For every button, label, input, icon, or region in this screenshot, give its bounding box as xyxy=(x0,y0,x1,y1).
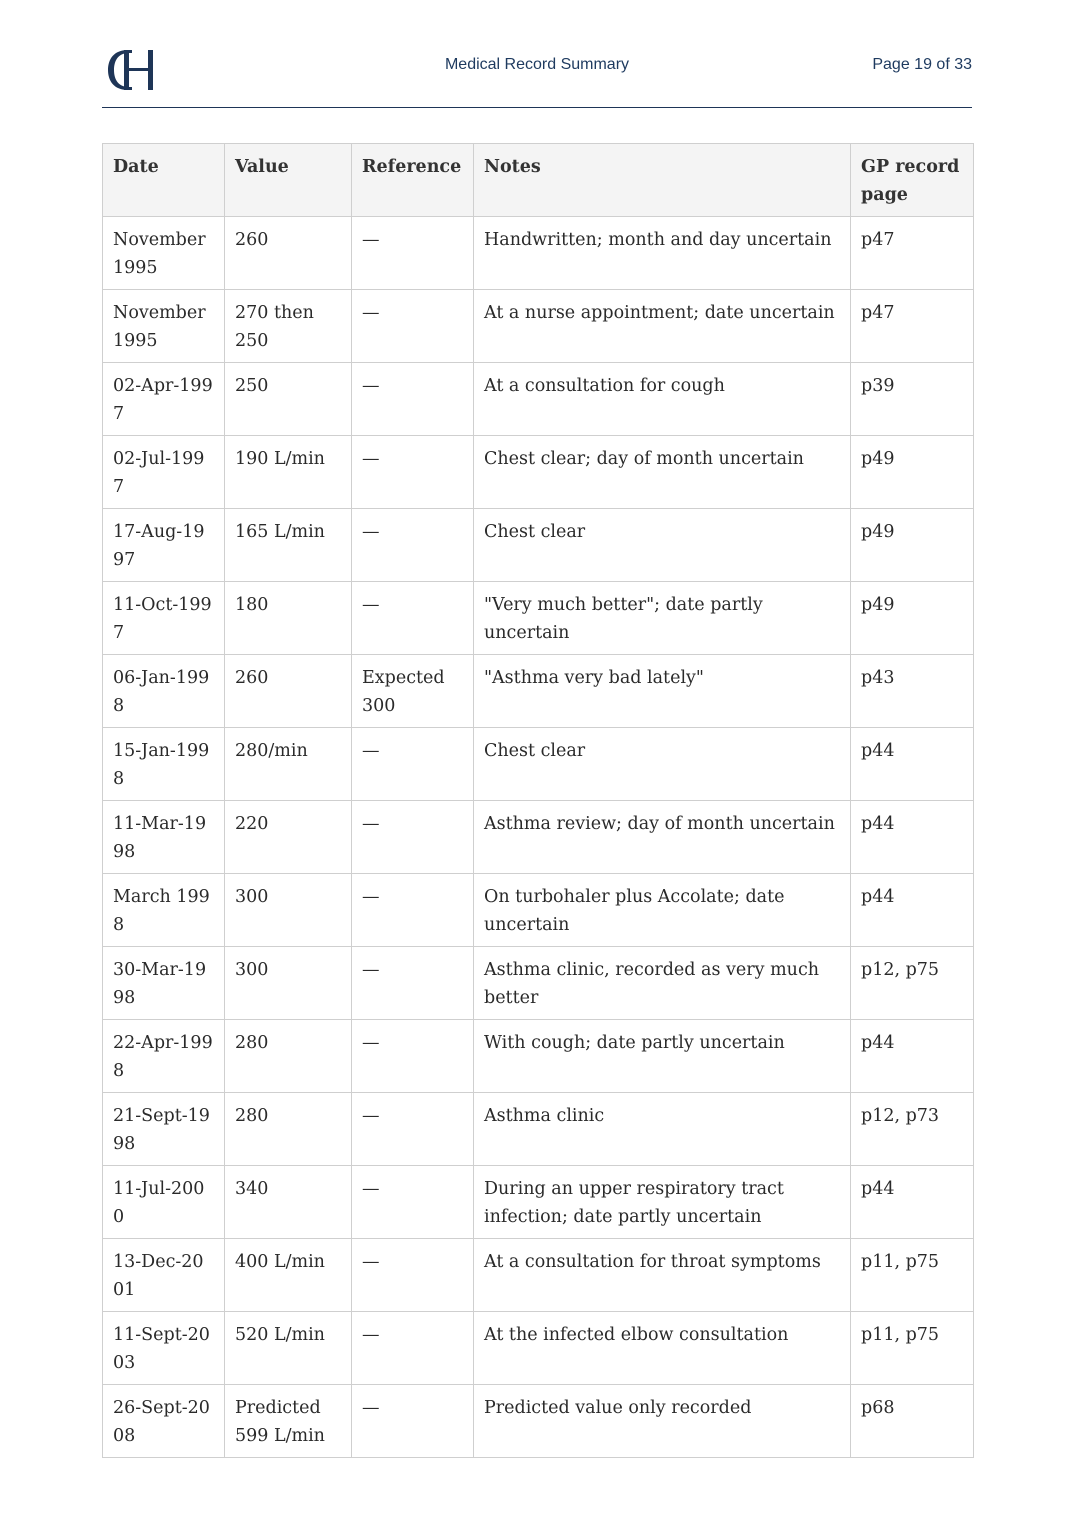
table-row xyxy=(103,655,974,728)
gp-page-cell: p44 xyxy=(851,1020,974,1093)
value-cell: 220 xyxy=(225,801,352,874)
table-row xyxy=(103,874,974,947)
date-cell: November 1995 xyxy=(103,290,225,363)
page-header xyxy=(102,40,972,108)
gp-page-cell: p44 xyxy=(851,1166,974,1239)
table-row xyxy=(103,1385,974,1458)
value-cell: 165 L/min xyxy=(225,509,352,582)
notes-cell: During an upper respiratory tract infection; date partly uncertain xyxy=(474,1166,851,1239)
reference-cell: — xyxy=(352,1239,474,1312)
value-cell: 250 xyxy=(225,363,352,436)
reference-cell: — xyxy=(352,217,474,290)
value-cell: 280 xyxy=(225,1020,352,1093)
reference-cell: — xyxy=(352,582,474,655)
reference-cell: Expected 300 xyxy=(352,655,474,728)
table-row xyxy=(103,290,974,363)
gp-page-cell: p47 xyxy=(851,217,974,290)
gp-page-cell: p39 xyxy=(851,363,974,436)
value-cell: 260 xyxy=(225,217,352,290)
reference-cell: — xyxy=(352,1385,474,1458)
gp-page-cell: p49 xyxy=(851,509,974,582)
date-cell: 11-Oct-1997 xyxy=(103,582,225,655)
notes-cell: "Asthma very bad lately" xyxy=(474,655,851,728)
reference-cell: — xyxy=(352,947,474,1020)
notes-cell: With cough; date partly uncertain xyxy=(474,1020,851,1093)
gp-page-cell: p44 xyxy=(851,801,974,874)
date-cell: 11-Mar-1998 xyxy=(103,801,225,874)
reference-cell: — xyxy=(352,801,474,874)
column-header-gp-page: GP record page xyxy=(851,144,974,217)
date-cell: 11-Sept-2003 xyxy=(103,1312,225,1385)
notes-cell: Asthma clinic xyxy=(474,1093,851,1166)
date-cell: 21-Sept-1998 xyxy=(103,1093,225,1166)
reference-cell: — xyxy=(352,1166,474,1239)
column-header-notes: Notes xyxy=(474,144,851,217)
peak-flow-table xyxy=(102,143,974,1458)
gp-page-cell: p44 xyxy=(851,874,974,947)
reference-cell: — xyxy=(352,290,474,363)
table-row xyxy=(103,509,974,582)
table-body xyxy=(103,217,974,1458)
reference-cell: — xyxy=(352,874,474,947)
reference-cell: — xyxy=(352,363,474,436)
value-cell: Predicted 599 L/min xyxy=(225,1385,352,1458)
column-header-date: Date xyxy=(103,144,225,217)
value-cell: 520 L/min xyxy=(225,1312,352,1385)
date-cell: November 1995 xyxy=(103,217,225,290)
date-cell: 02-Apr-1997 xyxy=(103,363,225,436)
notes-cell: Chest clear xyxy=(474,509,851,582)
gp-page-cell: p49 xyxy=(851,582,974,655)
gp-page-cell: p43 xyxy=(851,655,974,728)
date-cell: March 1998 xyxy=(103,874,225,947)
gp-page-cell: p11, p75 xyxy=(851,1312,974,1385)
reference-cell: — xyxy=(352,728,474,801)
table-row xyxy=(103,363,974,436)
header-title: Medical Record Summary xyxy=(444,56,630,73)
table-row xyxy=(103,1093,974,1166)
notes-cell: Chest clear xyxy=(474,728,851,801)
page-number: Page 19 of 33 xyxy=(872,56,972,73)
table-row xyxy=(103,217,974,290)
date-cell: 06-Jan-1998 xyxy=(103,655,225,728)
gp-page-cell: p47 xyxy=(851,290,974,363)
date-cell: 30-Mar-1998 xyxy=(103,947,225,1020)
column-header-value: Value xyxy=(225,144,352,217)
value-cell: 340 xyxy=(225,1166,352,1239)
notes-cell: Asthma review; day of month uncertain xyxy=(474,801,851,874)
date-cell: 26-Sept-2008 xyxy=(103,1385,225,1458)
table-header-row xyxy=(103,144,974,217)
table-row xyxy=(103,1166,974,1239)
notes-cell: Chest clear; day of month uncertain xyxy=(474,436,851,509)
notes-cell: On turbohaler plus Accolate; date uncertain xyxy=(474,874,851,947)
table-row xyxy=(103,436,974,509)
table-row xyxy=(103,1239,974,1312)
table-row xyxy=(103,947,974,1020)
date-cell: 22-Apr-1998 xyxy=(103,1020,225,1093)
table-row xyxy=(103,1312,974,1385)
notes-cell: At a nurse appointment; date uncertain xyxy=(474,290,851,363)
notes-cell: Asthma clinic, recorded as very much better xyxy=(474,947,851,1020)
notes-cell: Handwritten; month and day uncertain xyxy=(474,217,851,290)
value-cell: 190 L/min xyxy=(225,436,352,509)
gp-page-cell: p12, p73 xyxy=(851,1093,974,1166)
reference-cell: — xyxy=(352,1312,474,1385)
notes-cell: At a consultation for throat symptoms xyxy=(474,1239,851,1312)
reference-cell: — xyxy=(352,436,474,509)
notes-cell: Predicted value only recorded xyxy=(474,1385,851,1458)
notes-cell: "Very much better"; date partly uncertain xyxy=(474,582,851,655)
notes-cell: At a consultation for cough xyxy=(474,363,851,436)
table-row xyxy=(103,728,974,801)
notes-cell: At the infected elbow consultation xyxy=(474,1312,851,1385)
reference-cell: — xyxy=(352,1020,474,1093)
column-header-reference: Reference xyxy=(352,144,474,217)
gp-page-cell: p12, p75 xyxy=(851,947,974,1020)
gp-page-cell: p68 xyxy=(851,1385,974,1458)
value-cell: 180 xyxy=(225,582,352,655)
gp-page-cell: p49 xyxy=(851,436,974,509)
date-cell: 11-Jul-2000 xyxy=(103,1166,225,1239)
date-cell: 13-Dec-2001 xyxy=(103,1239,225,1312)
table-row xyxy=(103,1020,974,1093)
value-cell: 260 xyxy=(225,655,352,728)
table-row xyxy=(103,582,974,655)
value-cell: 300 xyxy=(225,874,352,947)
date-cell: 15-Jan-1998 xyxy=(103,728,225,801)
date-cell: 17-Aug-1997 xyxy=(103,509,225,582)
gp-page-cell: p44 xyxy=(851,728,974,801)
reference-cell: — xyxy=(352,1093,474,1166)
date-cell: 02-Jul-1997 xyxy=(103,436,225,509)
value-cell: 400 L/min xyxy=(225,1239,352,1312)
value-cell: 270 then 250 xyxy=(225,290,352,363)
gp-page-cell: p11, p75 xyxy=(851,1239,974,1312)
value-cell: 280 xyxy=(225,1093,352,1166)
value-cell: 300 xyxy=(225,947,352,1020)
reference-cell: — xyxy=(352,509,474,582)
table-row xyxy=(103,801,974,874)
value-cell: 280/min xyxy=(225,728,352,801)
